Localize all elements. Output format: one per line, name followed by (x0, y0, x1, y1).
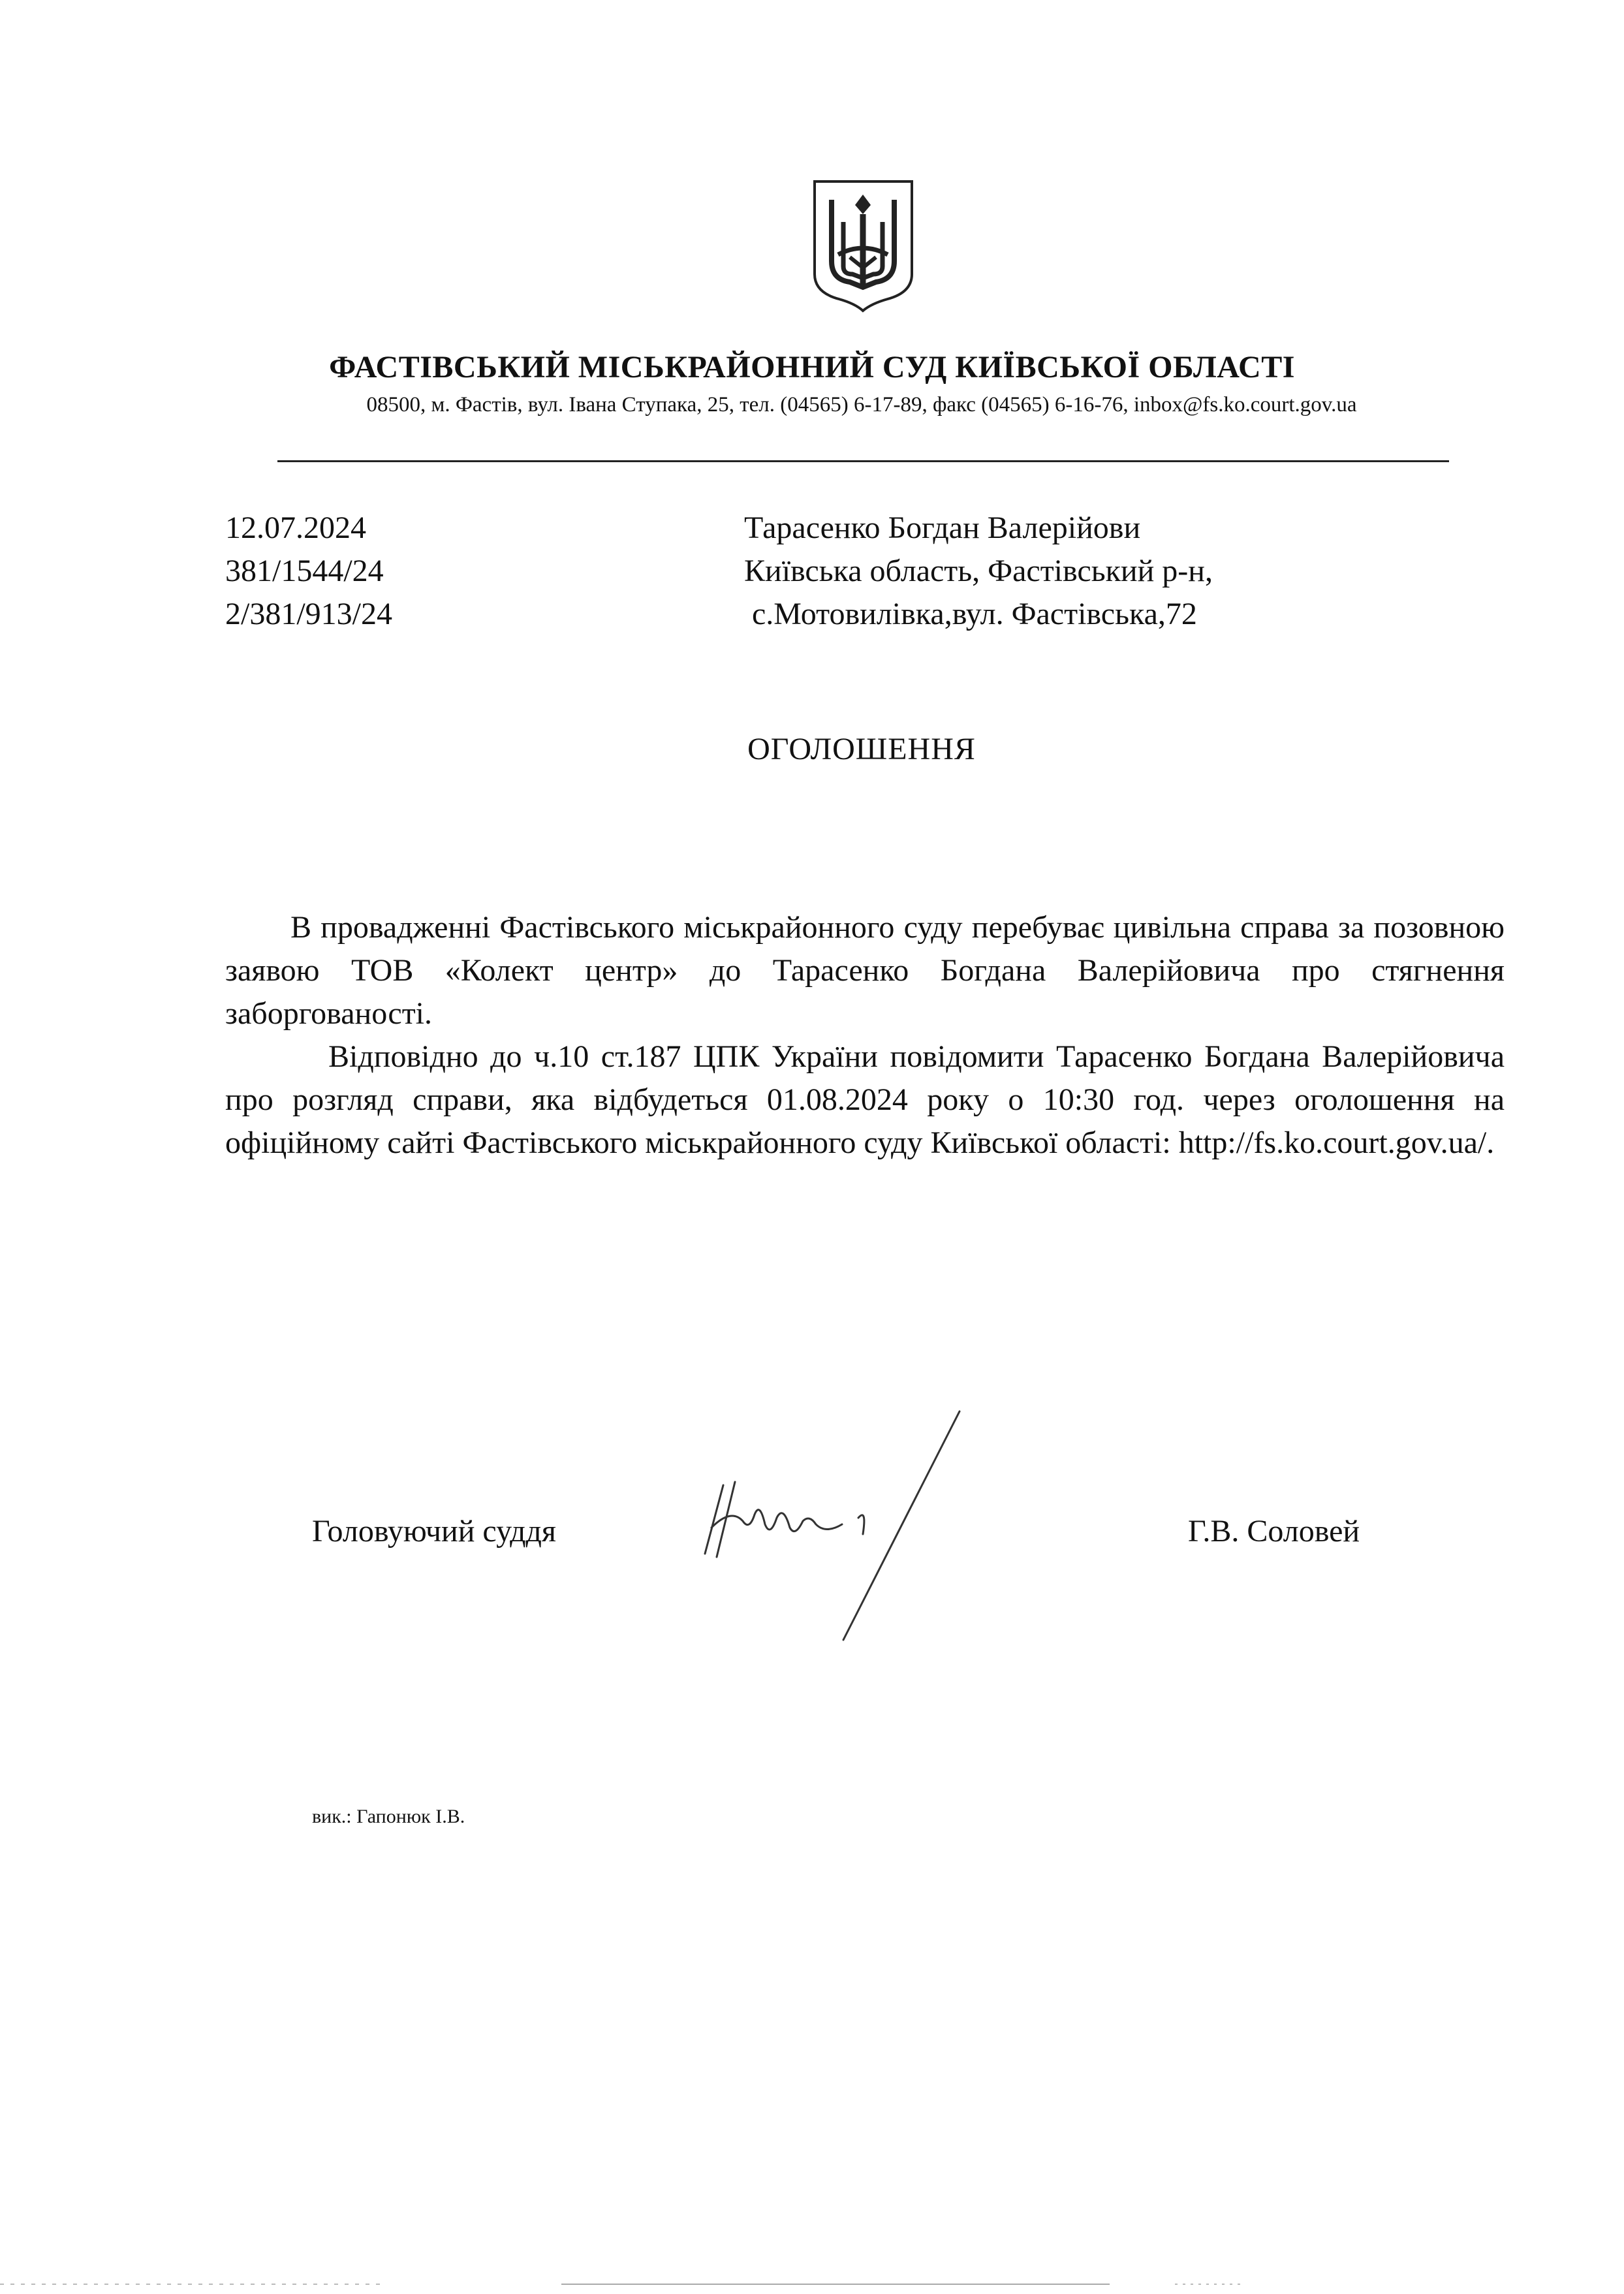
addressee-name: Тарасенко Богдан Валерійови (744, 511, 1141, 545)
addressee-region: Київська область, Фастівський р-н, (744, 554, 1213, 588)
executor-note: вик.: Гапонюк І.В. (312, 1806, 465, 1827)
header-divider (277, 460, 1449, 462)
court-address: 08500, м. Фастів, вул. Івана Ступака, 25, тел. (04565) 6-17-89, факс (04565) 6-16-76, inbox@fs.ko.court.gov.ua (366, 393, 1357, 416)
signer-title: Головуючий суддя (312, 1514, 556, 1548)
addressee-block (744, 507, 1213, 636)
handwritten-signature (692, 1410, 986, 1658)
document-heading: ОГОЛОШЕННЯ (747, 732, 976, 766)
court-name: ФАСТІВСЬКИЙ МІСЬКРАЙОННИЙ СУД КИЇВСЬКОЇ ОБЛАСТІ (329, 350, 1295, 385)
body-paragraph: В провадженні Фастівського міськрайонного суду перебуває цивільна справа за позовною заявою ТОВ «Колект центр» до Тарасенко Богдана Валерійовича про стягнення заборгованості. (225, 910, 1505, 1031)
document-date: 12.07.2024 (225, 511, 366, 545)
proceeding-number: 2/381/913/24 (225, 597, 393, 631)
announcement-body (225, 906, 1505, 1165)
signer-name: Г.В. Соловей (1188, 1514, 1360, 1548)
coat-of-arms-icon (809, 176, 917, 313)
body-paragraph: Відповідно до ч.10 ст.187 ЦПК України повідомити Тарасенко Богдана Валерійовича про розгляд справи, яка відбудеться 01.08.2024 року о 10:30 год. через оголошення на офіційному сайті Фастівського міськрайонного суду Київської області: http://fs.ko.court.gov.ua/. (225, 1039, 1505, 1160)
document-meta (225, 507, 392, 636)
addressee-street: с.Мотовилівка,вул. Фастівська,72 (752, 597, 1197, 631)
scan-edge-marks (0, 2282, 1624, 2286)
case-number: 381/1544/24 (225, 554, 384, 588)
